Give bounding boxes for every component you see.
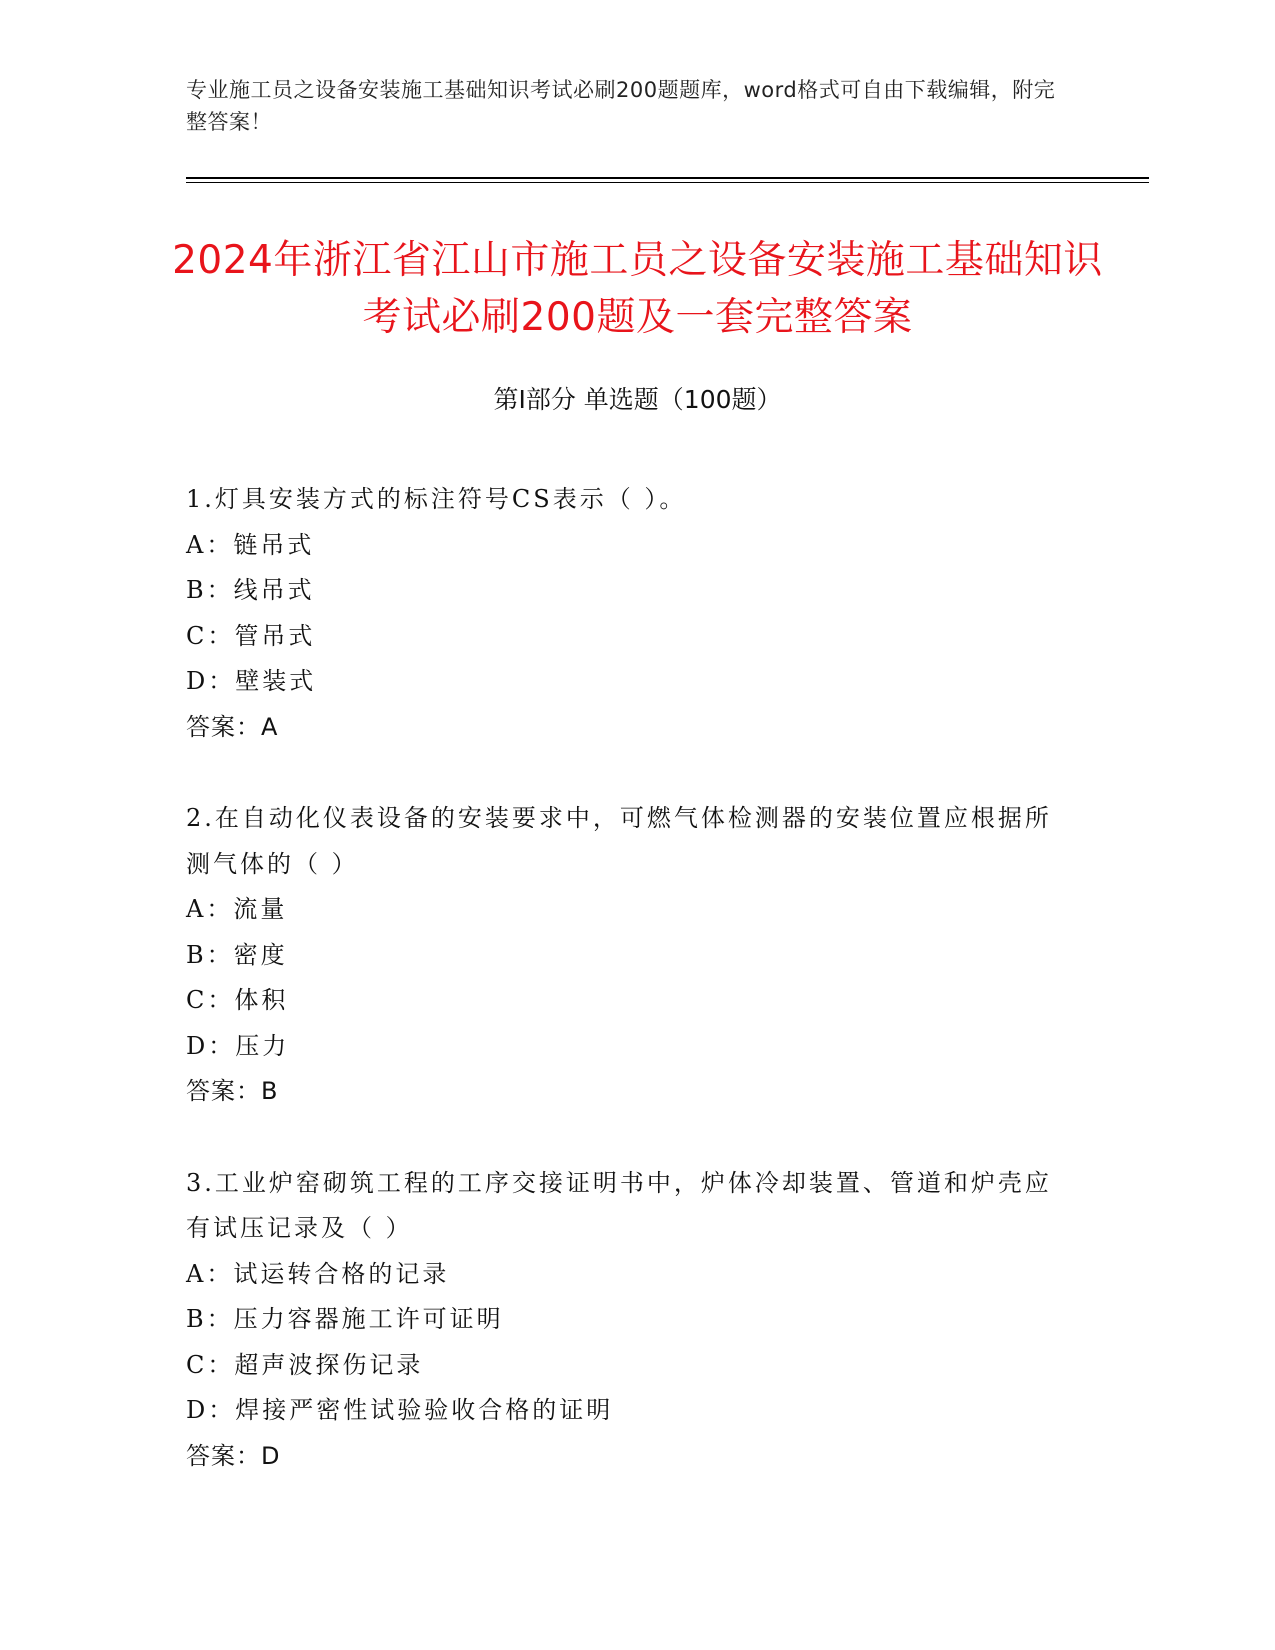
option-a: A：流量 [186, 895, 288, 923]
question-stem: 3.工业炉窑砌筑工程的工序交接证明书中，炉体冷却装置、管道和炉壳应有试压记录及（ ） [186, 1168, 1052, 1242]
question-2 [186, 796, 1066, 1115]
section-title: 第Ⅰ部分 单选题（100题） [493, 385, 782, 414]
question-3 [186, 1161, 1066, 1480]
option-a: A：试运转合格的记录 [186, 1259, 450, 1288]
option-c: C：体积 [186, 986, 289, 1014]
option-d: D：焊接严密性试验验收合格的证明 [186, 1396, 614, 1424]
option-d: D：壁装式 [186, 667, 317, 695]
question-1 [186, 477, 1066, 750]
question-list [186, 477, 1066, 1525]
option-c: C：超声波探伤记录 [186, 1350, 424, 1379]
option-b: B：线吊式 [186, 576, 315, 604]
header-divider-thin [186, 182, 1149, 183]
header-divider-thick [186, 177, 1149, 179]
option-a: A：链吊式 [186, 530, 315, 559]
answer: 答案：A [186, 712, 279, 741]
document-title: 2024年浙江省江山市施工员之设备安装施工基础知识考试必刷200题及一套完整答案 [172, 238, 1103, 340]
option-b: B：密度 [186, 940, 288, 969]
answer: 答案：B [186, 1077, 279, 1105]
option-c: C：管吊式 [186, 621, 316, 650]
question-stem: 2.在自动化仪表设备的安装要求中，可燃气体检测器的安装位置应根据所测气体的（ ） [186, 804, 1052, 878]
answer: 答案：D [186, 1441, 281, 1470]
option-d: D：压力 [186, 1031, 290, 1060]
option-b: B：压力容器施工许可证明 [186, 1305, 504, 1333]
page-header: 专业施工员之设备安装施工基础知识考试必刷200题题库，word格式可自由下载编辑，附完整答案！ [186, 78, 1056, 134]
question-stem: 1.灯具安装方式的标注符号CS表示（ ）。 [186, 485, 687, 513]
